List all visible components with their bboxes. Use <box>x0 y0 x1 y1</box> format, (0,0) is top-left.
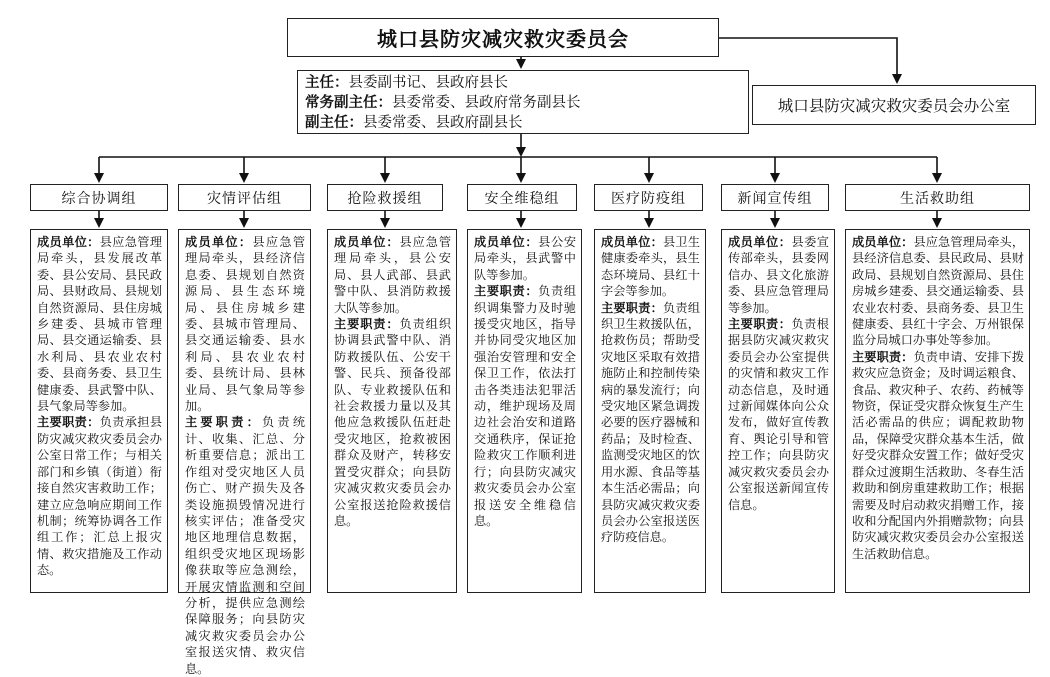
members-text: 成员单位：县应急管理局牵头，县发展改革委、县公安局、县民政局、县财政局、县规划自然资源局、县住房城乡建委、县城市管理局、县交通运输委、县水利局、县农业农村委、县商务委、县卫生健康委、县武警中队、县气象局等参加。 <box>37 235 163 414</box>
members-text: 成员单位：县公安局牵头，县武警中队等参加。 <box>474 235 577 282</box>
duties-text: 主要职责：负责组织卫生救援队伍，抢救伤员；帮助受灾地区采取有效措施防止和控制传染病的暴发流行；向受灾地区紧急调拨必要的医疗器械和药品；及时检查、监测受灾地区的饮用水源、食品等基本生活必需品；向县防灾减灾救灾委员会办公室报送医疗防疫信息。 <box>601 300 701 545</box>
members-text: 成员单位：县应急管理局牵头，县经济信息委、县民政局、县财政局、县规划自然资源局、县住房城乡建委、县交通运输委、县农业农村委、县商务委、县卫生健康委、县红十字会、万州银保监分局城口办事处等参加。 <box>852 235 1025 348</box>
leader-row-director: 主任：县委副书记、县政府县长 <box>305 74 508 91</box>
duties-text: 主要职责：负责承担县防灾减灾救灾委员会办公室日常工作；与相关部门和乡镇（街道）衔接自然灾害救助工作；建立应急响应期间工作机制；统筹协调各工作组工作；汇总上报灾情、救灾措施及工作动态。 <box>37 415 163 578</box>
committee-office: 城口县防灾减灾救灾委员会办公室 <box>752 85 1036 125</box>
leader-row-executive-deputy: 常务副主任：县委常委、县政府常务副县长 <box>305 94 581 111</box>
duties-text: 主要职责：负责根据县防灾减灾救灾委员会办公室提供的灾情和救灾工作动态信息，及时通过新闻媒体向公众发布，做好宣传教育、舆论引导和管控工作；向县防灾减灾救灾委员会办公室报送新闻宣传信息。 <box>728 317 829 512</box>
group-body-rescue <box>327 229 457 593</box>
members-text: 成员单位：县卫生健康委牵头，县生态环境局、县红十字会等参加。 <box>601 235 701 299</box>
leader-row-deputy: 副主任：县委常委、县政府副县长 <box>305 114 523 131</box>
duties-text: 主要职责：负责组织调集警力及时驰援受灾地区，指导并协同受灾地区加强治安管理和安全保卫工作，依法打击各类违法犯罪活动，维护现场及周边社会治安和道路交通秩序，保证抢险救灾工作顺利进行；向县防灾减灾救灾委员会办公室报送安全维稳信息。 <box>474 284 577 528</box>
group-header-publicity: 新闻宣传组 <box>721 184 829 211</box>
group-body-medical <box>594 229 706 593</box>
group-body-assessment <box>178 229 311 676</box>
duties-text: 主要职责：负责统计、收集、汇总、分析重要信息；派出工作组对受灾地区人员伤亡、财产损失及各类设施损毁情况进行核实评估；准备受灾地区地理信息数据，组织受灾地区现场影像获取等应急测绘，开展灾情监测和空间分析，提供应急测绘保障服务；向县防灾减灾救灾委员会办公室报送灾情、救灾信息。 <box>185 415 306 676</box>
group-body-publicity <box>721 229 835 593</box>
committee-title: 城口县防灾减灾救灾委员会 <box>287 18 719 57</box>
members-text: 成员单位：县应急管理局牵头，县经济信息委、县规划自然资源局、县生态环境局、县住房城乡建委、县城市管理局、县交通运输委、县水利局、县农业农村委、县统计局、县林业局、县气象局等参加。 <box>185 235 306 414</box>
duties-text: 主要职责：负责组织协调县武警中队、消防救援队伍、公安干警、民兵、预备役部队、专业救援队伍和社会救援力量以及其他应急救援队伍赶赴受灾地区，抢救被困群众及财产，转移安置受灾群众；向县防灾减灾救灾委员会办公室报送抢险救援信息。 <box>334 317 452 528</box>
duties-text: 主要职责：负责申请、安排下拨救灾应急资金；及时调运粮食、食品、救灾种子、农药、药械等物资，保证受灾群众恢复生产生活必需品的供应；调配救助物品，保障受灾群众基本生活，做好受灾群众安置工作；做好受灾群众过渡期生活救助、冬春生活救助和倒房重建救助工作；根据需要及时启动救灾捐赠工作，接收和分配国内外捐赠款物；向县防灾减灾救灾委员会办公室报送生活救助信息。 <box>852 349 1025 561</box>
leadership-box <box>297 70 749 134</box>
group-header-rescue: 抢险救援组 <box>327 184 443 211</box>
members-text: 成员单位：县应急管理局牵头，县公安局、县人武部、县武警中队、县消防救援大队等参加。 <box>334 235 452 315</box>
group-header-security: 安全维稳组 <box>467 184 577 211</box>
group-body-security <box>467 229 582 593</box>
group-header-livelihood: 生活救助组 <box>845 184 1030 211</box>
group-header-medical: 医疗防疫组 <box>594 184 703 211</box>
group-header-assessment: 灾情评估组 <box>178 184 311 211</box>
group-body-livelihood <box>845 229 1030 593</box>
members-text: 成员单位：县委宣传部牵头，县委网信办、县文化旅游委、县应急管理局等参加。 <box>728 235 829 315</box>
group-body-coordination <box>30 229 168 593</box>
group-header-coordination: 综合协调组 <box>30 184 168 211</box>
